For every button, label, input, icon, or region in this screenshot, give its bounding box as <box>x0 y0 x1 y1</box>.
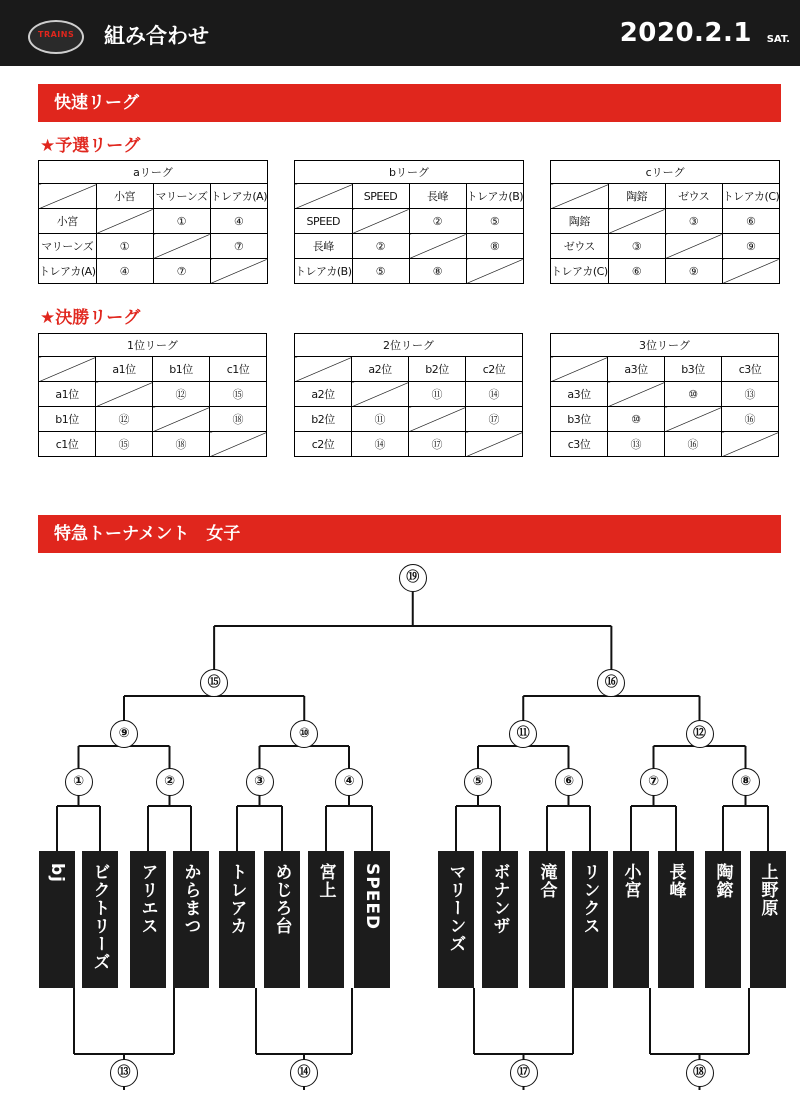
column-header: b2位 <box>409 357 466 382</box>
match-number-placement: ⑭ <box>290 1059 318 1087</box>
match-number-cell: ⑧ <box>466 234 524 259</box>
column-header: トレアカ(A) <box>210 184 268 209</box>
match-number-cell: ⑦ <box>153 259 210 284</box>
league-caption: 2位リーグ <box>295 334 523 357</box>
row-header: b2位 <box>295 407 352 432</box>
match-number-cell: ⑦ <box>210 234 268 259</box>
match-number-cell: ⑬ <box>608 432 665 457</box>
column-header: トレアカ(C) <box>722 184 780 209</box>
subheading-prelim: ★予選リーグ <box>40 136 141 156</box>
event-date: 2020.2.1 <box>619 18 752 48</box>
team-box: リンクス <box>572 851 608 988</box>
match-number-cell: ① <box>153 209 210 234</box>
column-header: c3位 <box>722 357 779 382</box>
column-header: マリーンズ <box>153 184 210 209</box>
row-header: b1位 <box>39 407 96 432</box>
row-header: b3位 <box>551 407 608 432</box>
team-box: 小宮 <box>613 851 649 988</box>
match-number-round1: ⑦ <box>640 768 668 796</box>
row-header: c3位 <box>551 432 608 457</box>
match-number-cell: ⑨ <box>665 259 722 284</box>
match-number-round2: ⑪ <box>509 720 537 748</box>
row-header: ゼウス <box>551 234 609 259</box>
column-header: 陶鎔 <box>608 184 665 209</box>
league-caption: aリーグ <box>39 161 268 184</box>
column-header: a2位 <box>352 357 409 382</box>
match-number-cell: ⑪ <box>352 407 409 432</box>
team-box: マリーンズ <box>438 851 474 988</box>
section-bar-league: 快速リーグ <box>38 84 781 122</box>
subheading-final: ★決勝リーグ <box>40 308 141 328</box>
match-number-cell: ⑮ <box>96 432 153 457</box>
row-header: トレアカ(B) <box>295 259 353 284</box>
match-number-cell: ⑯ <box>665 432 722 457</box>
column-header: SPEED <box>352 184 409 209</box>
match-number-round1: ⑤ <box>464 768 492 796</box>
team-box: 長峰 <box>658 851 694 988</box>
league-caption: bリーグ <box>295 161 524 184</box>
team-box: 陶鎔 <box>705 851 741 988</box>
event-day: SAT. <box>766 34 790 45</box>
match-number-cell: ⑰ <box>466 407 523 432</box>
column-header: a1位 <box>96 357 153 382</box>
match-number-cell: ⑥ <box>608 259 665 284</box>
league-caption: cリーグ <box>551 161 780 184</box>
row-header: c2位 <box>295 432 352 457</box>
team-box: からまつ <box>173 851 209 988</box>
column-header: ゼウス <box>665 184 722 209</box>
row-header: マリーンズ <box>39 234 97 259</box>
match-number-placement: ⑰ <box>510 1059 538 1087</box>
row-header: 陶鎔 <box>551 209 609 234</box>
match-number-cell: ⑫ <box>153 382 210 407</box>
column-header: 長峰 <box>409 184 466 209</box>
match-number-cell: ② <box>409 209 466 234</box>
match-number-cell: ⑨ <box>722 234 780 259</box>
section-bar-tournament: 特急トーナメント 女子 <box>38 515 781 553</box>
match-number-round2: ⑨ <box>110 720 138 748</box>
team-box: bj <box>39 851 75 988</box>
match-number-cell: ⑱ <box>210 407 267 432</box>
league-caption: 1位リーグ <box>39 334 267 357</box>
logo-text: TRAINS <box>38 30 75 39</box>
row-header: 長峰 <box>295 234 353 259</box>
match-number-semi: ⑮ <box>200 669 228 697</box>
league-caption: 3位リーグ <box>551 334 779 357</box>
column-header: 小宮 <box>96 184 153 209</box>
match-number-cell: ⑯ <box>722 407 779 432</box>
match-number-cell: ⑧ <box>409 259 466 284</box>
row-header: 小宮 <box>39 209 97 234</box>
match-number-cell: ② <box>352 234 409 259</box>
match-number-cell: ⑤ <box>466 209 524 234</box>
match-number-cell: ④ <box>96 259 153 284</box>
team-box: ボナンザ <box>482 851 518 988</box>
match-number-cell: ③ <box>665 209 722 234</box>
match-number-cell: ⑱ <box>153 432 210 457</box>
team-box: 滝合 <box>529 851 565 988</box>
match-number-cell: ⑫ <box>96 407 153 432</box>
column-header: c2位 <box>466 357 523 382</box>
column-header: c1位 <box>210 357 267 382</box>
row-header: a1位 <box>39 382 96 407</box>
match-number-cell: ⑥ <box>722 209 780 234</box>
match-number-final: ⑲ <box>399 564 427 592</box>
match-number-cell: ⑰ <box>409 432 466 457</box>
team-box: ビクトリーズ <box>82 851 118 988</box>
match-number-cell: ④ <box>210 209 268 234</box>
match-number-cell: ⑭ <box>352 432 409 457</box>
page-title: 組み合わせ <box>104 24 209 48</box>
row-header: c1位 <box>39 432 96 457</box>
row-header: トレアカ(A) <box>39 259 97 284</box>
match-number-placement: ⑬ <box>110 1059 138 1087</box>
column-header: トレアカ(B) <box>466 184 524 209</box>
team-box: SPEED <box>354 851 390 988</box>
match-number-cell: ① <box>96 234 153 259</box>
match-number-placement: ⑱ <box>686 1059 714 1087</box>
match-number-cell: ⑮ <box>210 382 267 407</box>
match-number-cell: ③ <box>608 234 665 259</box>
column-header: b1位 <box>153 357 210 382</box>
row-header: トレアカ(C) <box>551 259 609 284</box>
match-number-cell: ⑭ <box>466 382 523 407</box>
team-box: トレアカ <box>219 851 255 988</box>
team-box: アリエス <box>130 851 166 988</box>
match-number-round2: ⑫ <box>686 720 714 748</box>
match-number-cell: ⑪ <box>409 382 466 407</box>
team-box: めじろ台 <box>264 851 300 988</box>
match-number-round2: ⑩ <box>290 720 318 748</box>
match-number-semi: ⑯ <box>597 669 625 697</box>
match-number-round1: ⑧ <box>732 768 760 796</box>
match-number-round1: ① <box>65 768 93 796</box>
column-header: a3位 <box>608 357 665 382</box>
row-header: SPEED <box>295 209 353 234</box>
match-number-round1: ⑥ <box>555 768 583 796</box>
row-header: a2位 <box>295 382 352 407</box>
column-header: b3位 <box>665 357 722 382</box>
row-header: a3位 <box>551 382 608 407</box>
match-number-round1: ② <box>156 768 184 796</box>
match-number-cell: ⑩ <box>608 407 665 432</box>
match-number-cell: ⑬ <box>722 382 779 407</box>
match-number-round1: ④ <box>335 768 363 796</box>
match-number-cell: ⑤ <box>352 259 409 284</box>
team-box: 上野原 <box>750 851 786 988</box>
team-box: 宮上 <box>308 851 344 988</box>
match-number-round1: ③ <box>246 768 274 796</box>
match-number-cell: ⑩ <box>665 382 722 407</box>
